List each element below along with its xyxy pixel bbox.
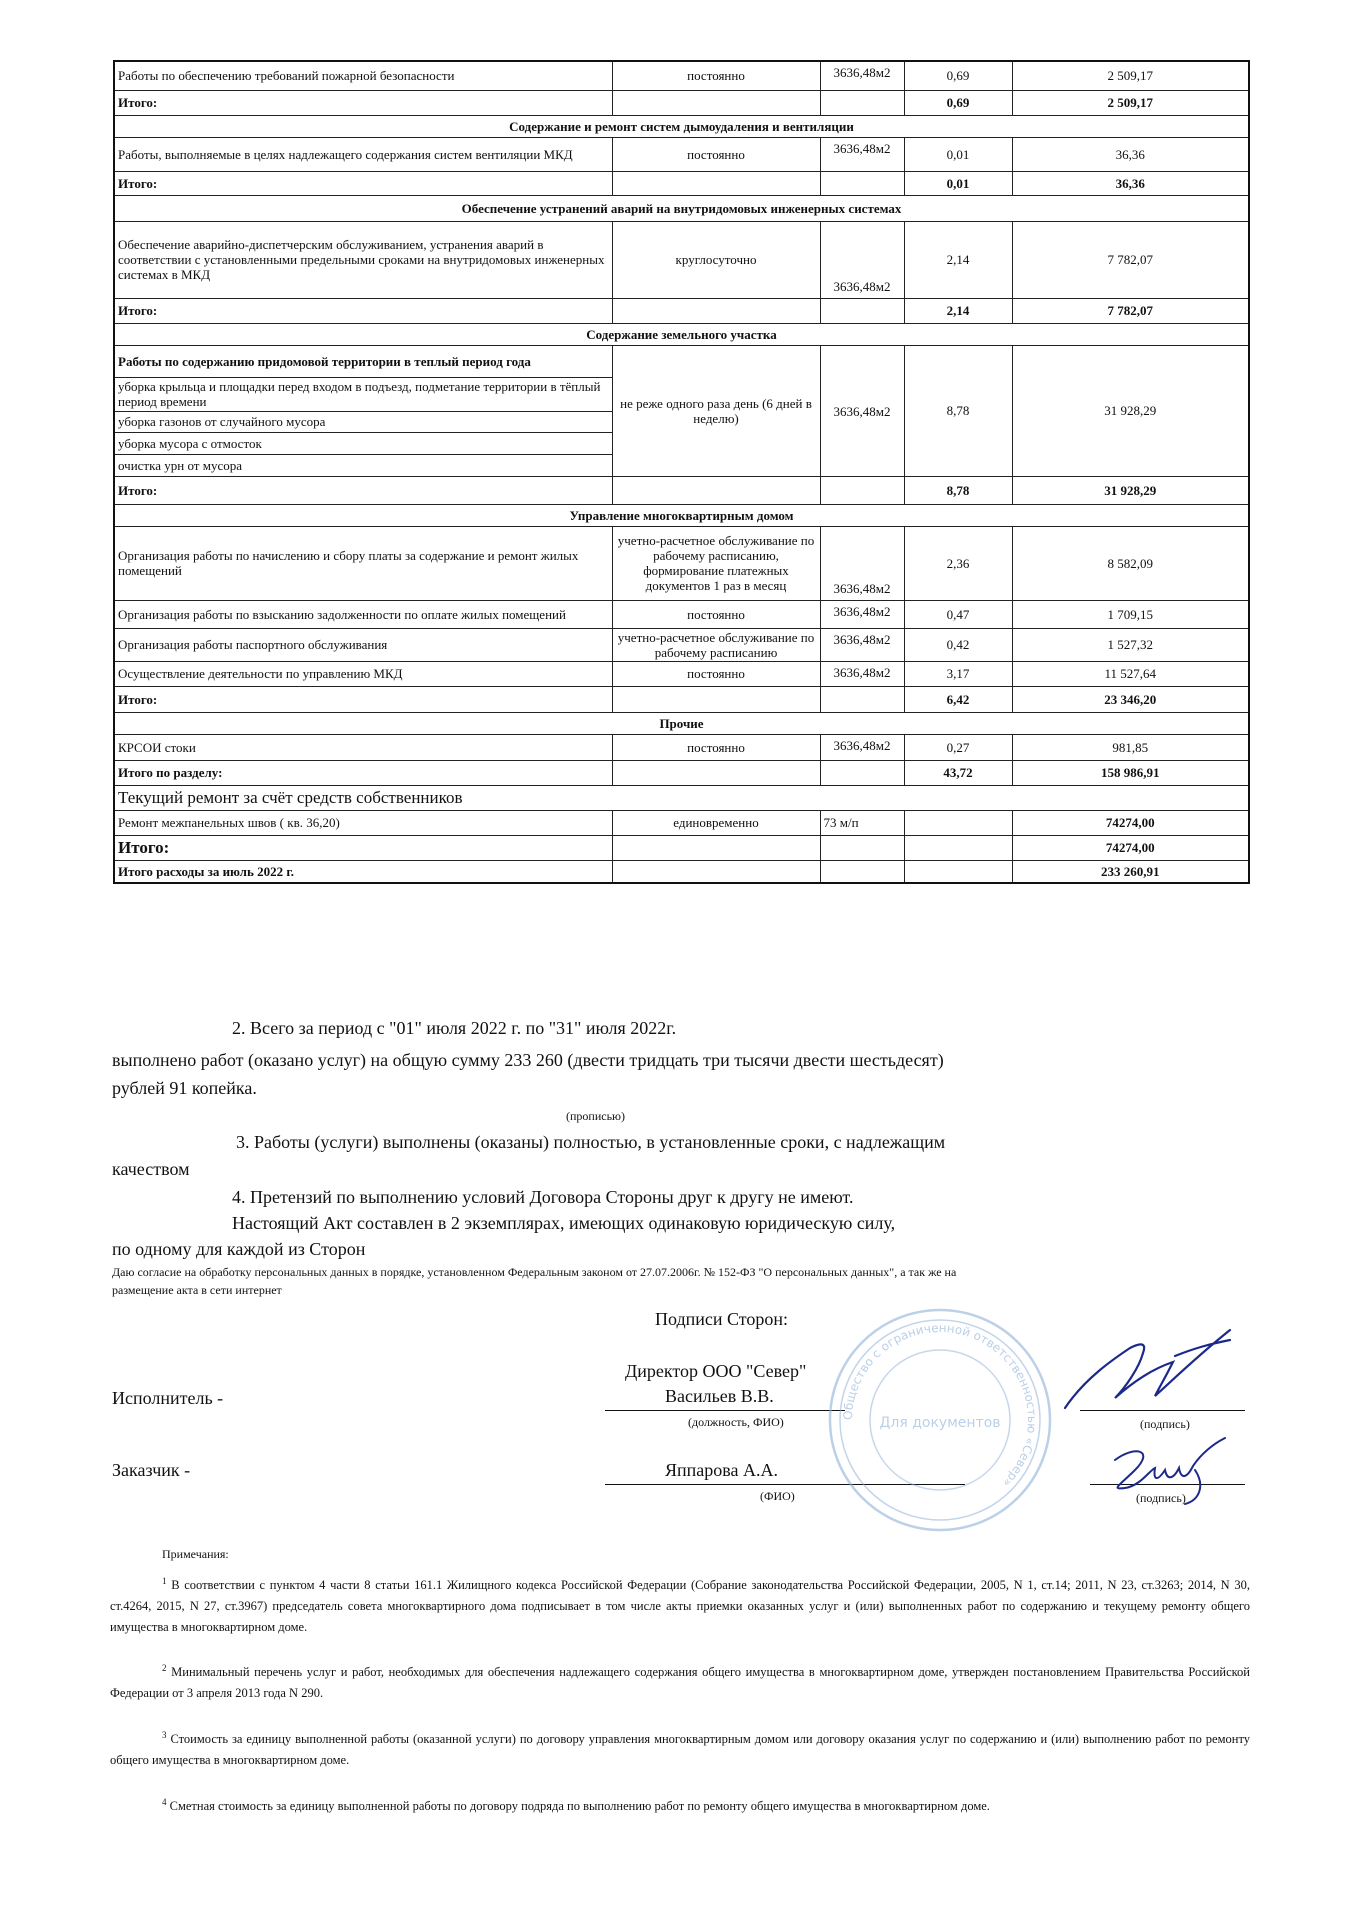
empty-cell (612, 90, 820, 115)
work-period: постоянно (612, 734, 820, 760)
work-sum: 8 582,09 (1012, 526, 1249, 600)
land-total-label: Итого: (114, 476, 612, 504)
table-body-top (114, 61, 1249, 345)
total-label: Итого расходы за июль 2022 г. (114, 860, 612, 883)
customer-caption: (ФИО) (760, 1489, 795, 1503)
work-sum: 1 527,32 (1012, 628, 1249, 661)
empty-cell (612, 835, 820, 860)
table-row (114, 810, 1249, 835)
paragraph-2-sum: выполнено работ (оказано услуг) на общую сумму 233 260 (двести тридцать три тысячи двести шестьдесят) (112, 1050, 944, 1070)
executor-position: Директор ООО "Север" (625, 1361, 807, 1381)
work-unit-cost: 0,42 (904, 628, 1012, 661)
land-period: не реже одного раза день (6 дней в неделю) (612, 345, 820, 476)
work-sum: 74274,00 (1012, 810, 1249, 835)
work-sum: 2 509,17 (1012, 61, 1249, 90)
empty-cell (820, 171, 904, 195)
total-row (114, 298, 1249, 323)
work-period: постоянно (612, 600, 820, 628)
note-1-text: В соответствии с пунктом 4 части 8 статьи 161.1 Жилищного кодекса Российской Федерации (Собрание законодательства Российской Федерации, 2005, N 1, ст.14; 2011, N 23, ст.3263; 2014, N 30, ст.4264, 2015, N 27, ст.3967) председатель совета многоквартирного дома подписывает в том числе акты приемки оказанных услуг и (или) выполненных работ по содержанию и текущему ремонту общего имущества в многоквартирном доме. (110, 1578, 1251, 1635)
section-title: Содержание и ремонт систем дымоудаления и вентиляции (114, 115, 1249, 137)
total-row (114, 760, 1249, 785)
empty-cell (820, 835, 904, 860)
land-area: 3636,48м2 (820, 345, 904, 476)
section-title: Текущий ремонт за счёт средств собственников (114, 785, 1249, 810)
work-name: Организация работы по взысканию задолженности по оплате жилых помещений (114, 600, 612, 628)
table-row (114, 137, 1249, 171)
paragraph-3-cont: качеством (112, 1159, 190, 1179)
section-row (114, 323, 1249, 345)
work-area: 73 м/п (820, 810, 904, 835)
note-4-text: Сметная стоимость за единицу выполненной работы по договору подряда по выполнению работ по ремонту общего имущества в многоквартирном доме. (169, 1799, 990, 1814)
section-row (114, 504, 1249, 526)
signatures-title: Подписи Сторон: (655, 1309, 789, 1329)
total-label: Итого: (114, 298, 612, 323)
land-item: уборка газонов от случайного мусора (114, 411, 612, 432)
stamp-text: Для документов (879, 1415, 1001, 1431)
executor-caption: (должность, ФИО) (688, 1415, 784, 1429)
total-unit-cost (904, 860, 1012, 883)
work-unit-cost: 0,69 (904, 61, 1012, 90)
act-table (113, 60, 1250, 884)
note-2-text: Минимальный перечень услуг и работ, необходимых для обеспечения надлежащего содержания общего имущества в многоквартирном доме, утвержден постановлением Правительства Российской Федерации от 3 апреля 2013 года N 290. (110, 1665, 1251, 1701)
paragraph-4: 4. Претензий по выполнению условий Договора Стороны друг к другу не имеют. (232, 1187, 854, 1207)
work-sum: 11 527,64 (1012, 661, 1249, 686)
executor-label: Исполнитель - (112, 1388, 224, 1408)
notes-title: Примечания: (162, 1547, 229, 1561)
work-area: 3636,48м2 (820, 661, 904, 686)
work-area: 3636,48м2 (820, 734, 904, 760)
empty-cell (612, 686, 820, 712)
note-4-number: 4 (162, 1797, 167, 1807)
work-name: Осуществление деятельности по управлению МКД (114, 661, 612, 686)
land-total-cost: 8,78 (904, 476, 1012, 504)
work-area: 3636,48м2 (820, 221, 904, 298)
total-row (114, 860, 1249, 883)
total-label: Итого: (114, 171, 612, 195)
work-period: учетно-расчетное обслуживание по рабочему расписанию (612, 628, 820, 661)
land-header: Работы по содержанию придомовой территории в теплый период года (114, 345, 612, 377)
empty-cell (820, 298, 904, 323)
customer-signature (1095, 1430, 1245, 1510)
land-sum: 31 928,29 (1012, 345, 1249, 476)
section-row (114, 195, 1249, 221)
land-total-sum: 31 928,29 (1012, 476, 1249, 504)
work-area: 3636,48м2 (820, 600, 904, 628)
empty-cell (820, 686, 904, 712)
empty-cell (612, 171, 820, 195)
work-name: Обеспечение аварийно-диспетчерским обслуживанием, устранения аварий в соответствии с установленными предельными сроками на внутридомовых инженерных системах в МКД (114, 221, 612, 298)
empty-cell (612, 860, 820, 883)
land-item: очистка урн от мусора (114, 454, 612, 476)
section-row (114, 785, 1249, 810)
total-row (114, 686, 1249, 712)
table-row (114, 734, 1249, 760)
total-label: Итого: (114, 835, 612, 860)
work-sum: 1 709,15 (1012, 600, 1249, 628)
table-row (114, 628, 1249, 661)
work-unit-cost (904, 810, 1012, 835)
section-title: Прочие (114, 712, 1249, 734)
section-title: Управление многоквартирным домом (114, 504, 1249, 526)
total-row (114, 90, 1249, 115)
work-period: постоянно (612, 61, 820, 90)
paragraph-3: 3. Работы (услуги) выполнены (оказаны) полностью, в установленные сроки, с надлежащим (236, 1132, 946, 1152)
note-4 (110, 1792, 1250, 1817)
work-period: круглосуточно (612, 221, 820, 298)
consent-line-2: размещение акта в сети интернет (112, 1283, 282, 1297)
land-cost: 8,78 (904, 345, 1012, 476)
stamp-ring-text: Общество с ограниченной ответственностью «Север» (840, 1320, 1040, 1491)
total-unit-cost (904, 835, 1012, 860)
table-row (114, 526, 1249, 600)
total-sum: 7 782,07 (1012, 298, 1249, 323)
work-name: Организация работы паспортного обслуживания (114, 628, 612, 661)
table-body-bottom (114, 504, 1249, 883)
work-area: 3636,48м2 (820, 628, 904, 661)
work-unit-cost: 2,14 (904, 221, 1012, 298)
customer-sign-caption: (подпись) (1136, 1491, 1186, 1505)
total-unit-cost: 43,72 (904, 760, 1012, 785)
land-section (114, 345, 1249, 504)
section-title: Содержание земельного участка (114, 323, 1249, 345)
table-row (114, 661, 1249, 686)
note-3-text: Стоимость за единицу выполненной работы (оказанной услуги) по договору управления многоквартирным домом или договору оказания услуг по содержанию и (или) выполнению работ по ремонту общего имущества в многоквартирном доме. (110, 1732, 1250, 1768)
work-period: учетно-расчетное обслуживание по рабочему расписанию, формирование платежных документов 1 раз в месяц (612, 526, 820, 600)
work-name: Работы, выполняемые в целях надлежащего содержания систем вентиляции МКД (114, 137, 612, 171)
work-name: КРСОИ стоки (114, 734, 612, 760)
propisyu-caption: (прописью) (566, 1109, 626, 1123)
total-sum: 2 509,17 (1012, 90, 1249, 115)
total-label: Итого: (114, 686, 612, 712)
table-row (114, 476, 1249, 504)
work-area: 3636,48м2 (820, 61, 904, 90)
note-3 (110, 1725, 1250, 1771)
svg-text:Общество с ограниченной ответс (841, 1321, 1039, 1490)
empty-cell (820, 90, 904, 115)
work-sum: 981,85 (1012, 734, 1249, 760)
work-unit-cost: 0,01 (904, 137, 1012, 171)
empty-cell (612, 476, 820, 504)
work-unit-cost: 0,27 (904, 734, 1012, 760)
total-unit-cost: 0,01 (904, 171, 1012, 195)
total-sum: 233 260,91 (1012, 860, 1249, 883)
work-period: постоянно (612, 137, 820, 171)
consent-line-1: Даю согласие на обработку персональных данных в порядке, установленном Федеральным законом от 27.07.2006г. № 152-ФЗ "О персональных данных", а так же на (112, 1265, 957, 1279)
note-2-number: 2 (162, 1663, 167, 1673)
work-sum: 36,36 (1012, 137, 1249, 171)
work-period: постоянно (612, 661, 820, 686)
total-row (114, 171, 1249, 195)
table-row (114, 600, 1249, 628)
table-row (114, 61, 1249, 90)
note-1-number: 1 (162, 1576, 167, 1586)
work-area: 3636,48м2 (820, 526, 904, 600)
work-name: Ремонт межпанельных швов ( кв. 36,20) (114, 810, 612, 835)
paragraph-2-kopecks: рублей 91 копейка. (112, 1078, 257, 1098)
executor-name: Васильев В.В. (665, 1386, 774, 1406)
total-sum: 74274,00 (1012, 835, 1249, 860)
executor-signature (1055, 1318, 1235, 1418)
executor-sign-caption: (подпись) (1140, 1417, 1190, 1431)
company-stamp (825, 1305, 1055, 1535)
note-1 (110, 1571, 1250, 1638)
empty-cell (612, 298, 820, 323)
work-unit-cost: 2,36 (904, 526, 1012, 600)
work-unit-cost: 0,47 (904, 600, 1012, 628)
total-sum: 23 346,20 (1012, 686, 1249, 712)
table-row (114, 345, 1249, 377)
empty-cell (612, 760, 820, 785)
paragraph-5-cont: по одному для каждой из Сторон (112, 1239, 366, 1259)
executor-name-line (605, 1410, 845, 1411)
total-sum: 36,36 (1012, 171, 1249, 195)
land-item: уборка крыльца и площадки перед входом в подъезд, подметание территории в тёплый период времени (114, 377, 612, 411)
work-sum: 7 782,07 (1012, 221, 1249, 298)
work-area: 3636,48м2 (820, 137, 904, 171)
note-2 (110, 1658, 1250, 1704)
land-item: уборка мусора с отмосток (114, 432, 612, 454)
work-name: Работы по обеспечению требований пожарной безопасности (114, 61, 612, 90)
total-label: Итого: (114, 90, 612, 115)
total-unit-cost: 6,42 (904, 686, 1012, 712)
paragraph-5: Настоящий Акт составлен в 2 экземплярах, имеющих одинаковую юридическую силу, (232, 1213, 896, 1233)
empty-cell (820, 760, 904, 785)
customer-label: Заказчик - (112, 1460, 191, 1480)
total-unit-cost: 0,69 (904, 90, 1012, 115)
work-period: единовременно (612, 810, 820, 835)
section-row (114, 115, 1249, 137)
total-sum: 158 986,91 (1012, 760, 1249, 785)
table-row (114, 221, 1249, 298)
section-row (114, 712, 1249, 734)
total-unit-cost: 2,14 (904, 298, 1012, 323)
work-name: Организация работы по начислению и сбору платы за содержание и ремонт жилых помещений (114, 526, 612, 600)
empty-cell (820, 860, 904, 883)
empty-cell (820, 476, 904, 504)
work-unit-cost: 3,17 (904, 661, 1012, 686)
total-label: Итого по разделу: (114, 760, 612, 785)
paragraph-2: 2. Всего за период с "01" июля 2022 г. по "31" июля 2022г. (232, 1018, 677, 1038)
customer-name: Яппарова А.А. (665, 1460, 779, 1480)
note-3-number: 3 (162, 1730, 167, 1740)
total-row (114, 835, 1249, 860)
section-title: Обеспечение устранений аварий на внутридомовых инженерных системах (114, 195, 1249, 221)
